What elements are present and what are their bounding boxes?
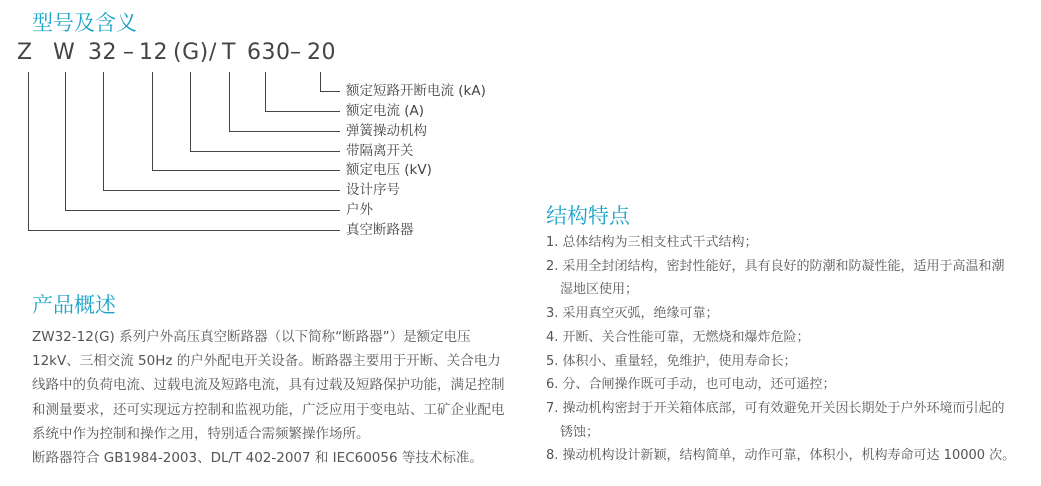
model-heading: 型号及含义	[32, 11, 137, 35]
feature-item: 2. 采用全封闭结构，密封性能好，具有良好的防潮和防凝性能，适用于高温和潮湿地区使用；	[546, 258, 1005, 298]
overview-standards: 断路器符合 GB1984-2003、DL/T 402-2007 和 IEC60056 等技术标准。	[32, 450, 483, 467]
legend-vacuum-breaker: 真空断路器	[346, 222, 414, 238]
legend-rated-current: 额定电流 (A)	[346, 103, 425, 119]
code-part-w: W	[53, 40, 76, 65]
overview-paragraph: ZW32-12(G) 系列户外高压真空断路器（以下简称“断路器”）是额定电压12kV、三相交流 50Hz 的户外配电开关设备。断路器主要用于开断、关合电力线路中的负荷电流、过载电流及短路电流，具有过载及短路保护功能，满足控制和测量要求，还可实现远方控制和监视功能，广泛应用于变电站、工矿企业配电系统中作为控制和操作之用，特别适合需频繁操作场所。	[32, 329, 505, 442]
feature-item: 5. 体积小、重量轻，免维护，使用寿命长；	[546, 353, 797, 369]
legend-outdoor: 户外	[346, 202, 373, 218]
feature-item: 3. 采用真空灭弧，绝缘可靠；	[546, 306, 719, 322]
leader-line-20	[321, 72, 341, 92]
leader-line-t	[230, 72, 341, 132]
feature-item: 1. 总体结构为三相支柱式干式结构；	[546, 235, 758, 250]
code-part-z: Z	[17, 40, 33, 65]
code-part-dash-1: –	[123, 40, 135, 65]
feature-item: 8. 操动机构设计新颖，结构简单，动作可靠，体积小，机构寿命可达 10000 次。	[546, 448, 1016, 464]
leader-line-w	[66, 72, 341, 211]
legend-design-number: 设计序号	[346, 182, 400, 198]
feature-item: 7. 操动机构密封于开关箱体底部，可有效避免开关因长期处于户外环境而引起的锈蚀；	[546, 400, 1005, 440]
overview-heading: 产品概述	[32, 293, 116, 317]
code-part-32: 32	[88, 40, 117, 65]
legend-breaking-current: 额定短路开断电流 (kA)	[346, 83, 486, 99]
code-part-630: 630	[247, 40, 291, 65]
overview-body	[32, 325, 510, 470]
code-part-slash: /	[209, 40, 217, 65]
leader-line-12	[153, 72, 341, 171]
code-part-20: 20	[307, 40, 336, 65]
legend-spring-mechanism: 弹簧操动机构	[346, 123, 427, 139]
features-heading: 结构特点	[546, 204, 630, 228]
code-part-t: T	[222, 40, 236, 65]
legend-isolating-switch: 带隔离开关	[346, 143, 414, 159]
feature-item: 6. 分、合闸操作既可手动，也可电动，还可遥控；	[546, 377, 836, 393]
legend-rated-voltage: 额定电压 (kV)	[346, 162, 432, 178]
features-list	[546, 231, 1016, 468]
code-part-12: 12	[139, 40, 168, 65]
code-part-dash-2: –	[290, 40, 302, 65]
code-part-g: (G)	[173, 40, 209, 65]
feature-item: 4. 开断、关合性能可靠，无燃烧和爆炸危险；	[546, 329, 810, 345]
